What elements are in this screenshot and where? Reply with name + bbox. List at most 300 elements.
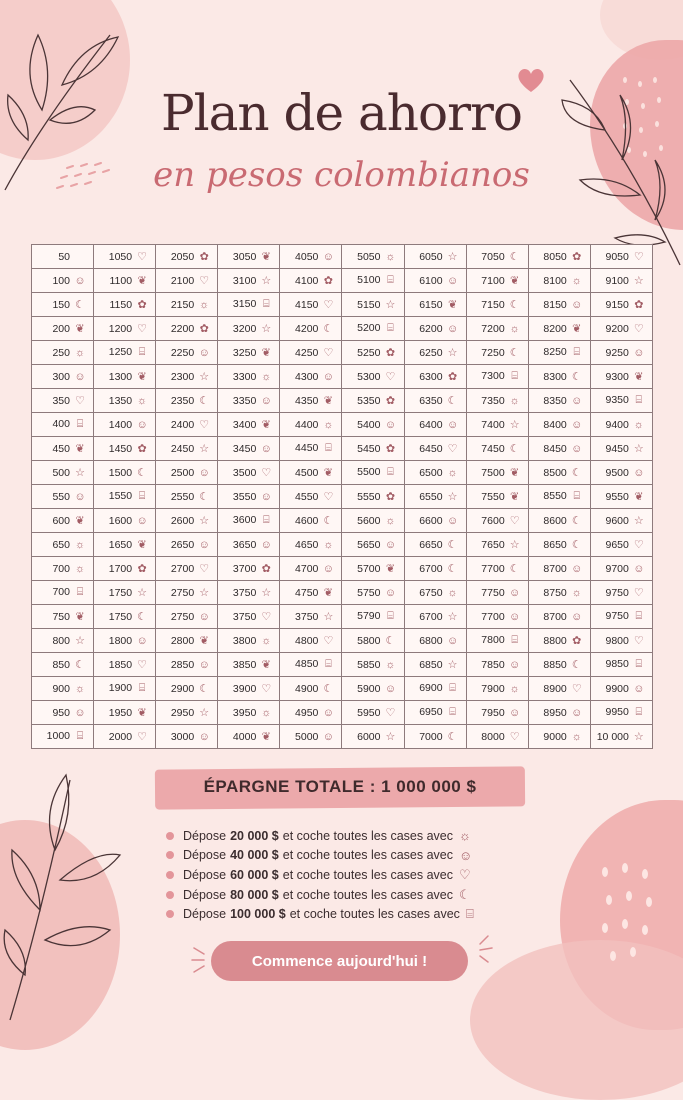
savings-cell[interactable] [94, 413, 156, 437]
savings-cell[interactable] [32, 701, 94, 725]
savings-cell[interactable] [218, 725, 280, 749]
savings-cell[interactable] [156, 293, 218, 317]
savings-cell[interactable] [404, 389, 466, 413]
cell-amount: 8700 [543, 562, 567, 575]
savings-cell[interactable] [590, 341, 652, 365]
savings-cell[interactable] [280, 413, 342, 437]
smile-icon: ☺ [322, 370, 334, 383]
leaf-icon: ❦ [447, 299, 458, 311]
cell-amount: 1350 [108, 394, 133, 407]
savings-cell[interactable] [32, 269, 94, 293]
savings-cell[interactable] [528, 629, 590, 653]
savings-cell[interactable] [590, 413, 652, 437]
savings-cell[interactable] [94, 629, 156, 653]
savings-cell[interactable] [156, 653, 218, 677]
savings-cell[interactable] [404, 509, 466, 533]
savings-cell[interactable] [528, 317, 590, 341]
savings-cell[interactable] [528, 485, 590, 509]
savings-cell[interactable] [342, 269, 404, 293]
savings-cell[interactable] [590, 389, 652, 413]
savings-cell[interactable] [94, 557, 156, 581]
savings-cell[interactable] [32, 293, 94, 317]
savings-cell[interactable] [528, 365, 590, 389]
savings-cell[interactable] [466, 413, 528, 437]
savings-cell[interactable] [218, 341, 280, 365]
savings-cell[interactable] [590, 653, 652, 677]
savings-cell[interactable] [218, 533, 280, 557]
cell-amount: 6600 [419, 514, 443, 527]
savings-cell[interactable] [342, 557, 404, 581]
savings-cell[interactable] [218, 701, 280, 725]
savings-cell[interactable] [404, 557, 466, 581]
savings-cell[interactable] [466, 725, 528, 749]
start-today-button[interactable]: Commence aujourd'hui ! [211, 941, 468, 981]
savings-cell[interactable] [342, 437, 404, 461]
savings-cell[interactable] [590, 533, 652, 557]
heart-icon: ♡ [509, 515, 520, 527]
savings-cell[interactable] [218, 437, 280, 461]
cell-amount: 6550 [419, 491, 443, 503]
savings-cell[interactable] [466, 509, 528, 533]
savings-cell[interactable] [156, 701, 218, 725]
cell-amount: 9850 [605, 658, 629, 670]
moon-icon: ☾ [509, 443, 520, 455]
smile-icon: ☺ [633, 562, 645, 575]
savings-cell[interactable] [342, 629, 404, 653]
savings-cell[interactable] [590, 365, 652, 389]
grid-row [32, 629, 653, 653]
savings-cell[interactable] [528, 725, 590, 749]
savings-cell[interactable] [32, 461, 94, 485]
savings-cell[interactable] [342, 461, 404, 485]
savings-cell[interactable] [280, 509, 342, 533]
savings-cell[interactable] [528, 701, 590, 725]
cell-amount: 8300 [543, 371, 567, 383]
savings-cell[interactable] [404, 365, 466, 389]
savings-cell[interactable] [590, 725, 652, 749]
gift-icon: ⌸ [573, 490, 581, 502]
savings-cell[interactable] [32, 653, 94, 677]
savings-cell[interactable] [32, 485, 94, 509]
savings-cell[interactable] [590, 509, 652, 533]
cell-amount: 3400 [232, 419, 257, 431]
savings-cell[interactable] [404, 245, 466, 269]
sun-icon: ☼ [447, 586, 458, 599]
savings-cell[interactable] [280, 245, 342, 269]
savings-cell[interactable] [280, 533, 342, 557]
savings-cell[interactable] [466, 701, 528, 725]
savings-cell[interactable] [528, 581, 590, 605]
savings-cell[interactable] [156, 317, 218, 341]
savings-cell[interactable] [404, 293, 466, 317]
savings-cell[interactable] [280, 389, 342, 413]
savings-cell[interactable] [94, 653, 156, 677]
savings-cell[interactable] [590, 629, 652, 653]
star-icon: ☆ [261, 587, 272, 599]
savings-cell[interactable] [404, 725, 466, 749]
savings-cell[interactable] [342, 245, 404, 269]
savings-cell[interactable] [404, 485, 466, 509]
cell-amount: 5150 [357, 299, 381, 311]
savings-cell[interactable] [32, 341, 94, 365]
savings-cell[interactable] [156, 389, 218, 413]
gift-icon: ⌸ [325, 658, 332, 670]
cell-amount: 4100 [295, 275, 319, 287]
savings-cell[interactable] [32, 245, 94, 269]
savings-cell[interactable] [280, 725, 342, 749]
savings-cell[interactable] [466, 293, 528, 317]
savings-cell[interactable] [590, 557, 652, 581]
cell-amount: 7100 [481, 275, 505, 287]
cell-amount: 8800 [543, 635, 567, 647]
cell-amount: 4800 [295, 635, 319, 647]
savings-cell[interactable] [94, 245, 156, 269]
star-icon: ☆ [199, 443, 210, 455]
savings-cell[interactable] [466, 245, 528, 269]
gift-icon: ⌸ [387, 466, 394, 478]
savings-cell[interactable] [466, 389, 528, 413]
savings-cell[interactable] [94, 437, 156, 461]
savings-cell[interactable] [342, 509, 404, 533]
savings-cell[interactable] [218, 629, 280, 653]
cell-amount: 1100 [109, 275, 133, 287]
savings-cell[interactable] [156, 269, 218, 293]
savings-cell[interactable] [32, 605, 94, 629]
smile-icon: ☺ [136, 634, 148, 647]
savings-cell[interactable] [280, 677, 342, 701]
savings-cell[interactable] [404, 317, 466, 341]
savings-cell[interactable] [280, 317, 342, 341]
savings-cell[interactable] [342, 701, 404, 725]
savings-cell[interactable] [218, 581, 280, 605]
savings-cell[interactable] [342, 653, 404, 677]
savings-cell[interactable] [94, 389, 156, 413]
savings-cell[interactable] [528, 341, 590, 365]
savings-cell[interactable] [218, 293, 280, 317]
heart-icon: ♡ [261, 683, 272, 695]
savings-cell[interactable] [342, 725, 404, 749]
savings-cell[interactable] [404, 629, 466, 653]
cell-amount: 7400 [481, 419, 505, 431]
cell-amount: 4550 [295, 491, 319, 503]
rule-text: et coche toutes les cases avec [282, 848, 453, 863]
savings-cell[interactable] [156, 365, 218, 389]
savings-cell[interactable] [342, 293, 404, 317]
cell-amount: 4750 [295, 587, 319, 599]
savings-cell[interactable] [218, 509, 280, 533]
smile-icon: ☺ [74, 370, 86, 383]
savings-cell[interactable] [156, 557, 218, 581]
savings-cell[interactable] [32, 389, 94, 413]
sun-icon: ☼ [261, 706, 272, 719]
moon-icon: ☾ [323, 515, 334, 527]
savings-cell[interactable] [590, 605, 652, 629]
grid-row [32, 293, 653, 317]
cell-amount: 5950 [357, 707, 381, 719]
savings-cell[interactable] [218, 605, 280, 629]
star-icon: ☆ [447, 611, 458, 623]
savings-cell[interactable] [528, 269, 590, 293]
cell-amount: 6450 [419, 443, 443, 455]
savings-cell[interactable] [280, 365, 342, 389]
savings-cell[interactable] [280, 485, 342, 509]
savings-cell[interactable] [466, 533, 528, 557]
rule-item [166, 904, 566, 924]
savings-cell[interactable] [32, 533, 94, 557]
savings-cell[interactable] [32, 557, 94, 581]
savings-cell[interactable] [466, 437, 528, 461]
savings-cell[interactable] [280, 341, 342, 365]
savings-cell[interactable] [280, 461, 342, 485]
cell-amount: 8700 [543, 610, 567, 623]
grid-row [32, 605, 653, 629]
savings-cell[interactable] [218, 389, 280, 413]
savings-cell[interactable] [156, 509, 218, 533]
savings-cell[interactable] [342, 605, 404, 629]
savings-cell[interactable] [528, 677, 590, 701]
savings-cell[interactable] [218, 365, 280, 389]
savings-cell[interactable] [32, 437, 94, 461]
savings-cell[interactable] [342, 533, 404, 557]
savings-cell[interactable] [528, 413, 590, 437]
savings-cell[interactable] [528, 653, 590, 677]
leaf-icon: ❦ [137, 707, 147, 719]
savings-cell[interactable] [590, 293, 652, 317]
savings-cell[interactable] [94, 581, 156, 605]
cell-amount: 5200 [357, 322, 381, 334]
rule-item [166, 885, 566, 905]
grid-row [32, 461, 653, 485]
savings-cell[interactable] [32, 509, 94, 533]
cell-amount: 6200 [419, 322, 443, 335]
savings-cell[interactable] [156, 605, 218, 629]
savings-cell[interactable] [466, 317, 528, 341]
savings-cell[interactable] [280, 557, 342, 581]
savings-cell[interactable] [280, 653, 342, 677]
savings-cell[interactable] [94, 485, 156, 509]
savings-cell[interactable] [94, 509, 156, 533]
savings-cell[interactable] [156, 461, 218, 485]
savings-cell[interactable] [32, 581, 94, 605]
savings-cell[interactable] [404, 269, 466, 293]
gift-icon: ⌸ [635, 394, 643, 406]
savings-cell[interactable] [590, 437, 652, 461]
smile-icon: ☺ [198, 610, 210, 623]
savings-cell[interactable] [156, 581, 218, 605]
savings-cell[interactable] [32, 725, 94, 749]
savings-cell[interactable] [466, 269, 528, 293]
gift-icon: ⌸ [387, 274, 394, 286]
savings-cell[interactable] [404, 581, 466, 605]
savings-cell[interactable] [590, 269, 652, 293]
savings-cell[interactable] [280, 605, 342, 629]
smile-icon: ☺ [509, 586, 521, 599]
savings-cell[interactable] [280, 293, 342, 317]
savings-cell[interactable] [528, 533, 590, 557]
cell-amount: 6250 [419, 347, 443, 359]
savings-cell[interactable] [404, 461, 466, 485]
savings-cell[interactable] [94, 701, 156, 725]
savings-cell[interactable] [466, 485, 528, 509]
cell-amount: 7900 [481, 682, 505, 695]
savings-cell[interactable] [218, 245, 280, 269]
savings-cell[interactable] [590, 245, 652, 269]
savings-cell[interactable] [218, 461, 280, 485]
savings-cell[interactable] [528, 293, 590, 317]
savings-cell[interactable] [156, 677, 218, 701]
savings-cell[interactable] [342, 677, 404, 701]
savings-cell[interactable] [156, 533, 218, 557]
flower-icon: ✿ [137, 563, 147, 575]
moon-icon: ☾ [571, 371, 582, 383]
smile-icon: ☺ [198, 538, 210, 551]
savings-cell[interactable] [528, 245, 590, 269]
smile-icon: ☺ [322, 730, 334, 743]
savings-cell[interactable] [404, 605, 466, 629]
sun-icon: ☼ [385, 658, 396, 671]
savings-cell[interactable] [590, 485, 652, 509]
savings-cell[interactable] [94, 341, 156, 365]
savings-cell[interactable] [280, 701, 342, 725]
savings-cell[interactable] [156, 413, 218, 437]
cell-amount: 8650 [543, 539, 567, 551]
savings-cell[interactable] [404, 533, 466, 557]
savings-cell[interactable] [94, 365, 156, 389]
savings-cell[interactable] [404, 677, 466, 701]
savings-cell[interactable] [218, 653, 280, 677]
cell-amount: 6800 [419, 634, 443, 647]
savings-cell[interactable] [32, 413, 94, 437]
leaf-icon: ❦ [510, 275, 520, 287]
cell-amount: 3750 [232, 587, 257, 599]
cell-amount: 500 [52, 467, 70, 479]
smile-icon: ☺ [198, 346, 210, 359]
savings-cell[interactable] [342, 365, 404, 389]
moon-icon: ☾ [447, 563, 458, 575]
leaf-icon: ❦ [137, 539, 147, 551]
savings-cell[interactable] [218, 557, 280, 581]
savings-cell[interactable] [528, 605, 590, 629]
savings-cell[interactable] [280, 437, 342, 461]
savings-cell[interactable] [156, 629, 218, 653]
savings-cell[interactable] [342, 413, 404, 437]
savings-cell[interactable] [590, 461, 652, 485]
savings-cell[interactable] [404, 701, 466, 725]
savings-cell[interactable] [404, 437, 466, 461]
cell-amount: 7950 [481, 706, 505, 719]
savings-cell[interactable] [466, 581, 528, 605]
cell-amount: 150 [52, 299, 70, 311]
savings-cell[interactable] [404, 413, 466, 437]
leaf-icon: ❦ [137, 371, 147, 383]
sun-icon: ☼ [74, 538, 86, 551]
savings-cell[interactable] [590, 701, 652, 725]
savings-cell[interactable] [342, 341, 404, 365]
savings-cell[interactable] [466, 461, 528, 485]
savings-cell[interactable] [342, 581, 404, 605]
savings-cell[interactable] [218, 485, 280, 509]
cell-amount: 7700 [481, 610, 505, 623]
savings-cell[interactable] [94, 605, 156, 629]
savings-cell[interactable] [466, 365, 528, 389]
savings-cell[interactable] [528, 461, 590, 485]
heart-icon: ♡ [137, 323, 148, 335]
flower-icon: ✿ [634, 299, 644, 311]
savings-cell[interactable] [156, 245, 218, 269]
flower-icon: ✿ [385, 443, 396, 455]
savings-cell[interactable] [404, 341, 466, 365]
savings-cell[interactable] [32, 677, 94, 701]
savings-cell[interactable] [94, 293, 156, 317]
savings-cell[interactable] [32, 629, 94, 653]
savings-cell[interactable] [218, 677, 280, 701]
savings-cell[interactable] [280, 629, 342, 653]
savings-cell[interactable] [528, 437, 590, 461]
savings-cell[interactable] [32, 365, 94, 389]
savings-cell[interactable] [528, 389, 590, 413]
savings-cell[interactable] [280, 581, 342, 605]
savings-cell[interactable] [466, 677, 528, 701]
savings-cell[interactable] [218, 317, 280, 341]
savings-cell[interactable] [94, 677, 156, 701]
savings-cell[interactable] [94, 533, 156, 557]
savings-cell[interactable] [404, 653, 466, 677]
savings-cell[interactable] [466, 653, 528, 677]
savings-cell[interactable] [218, 269, 280, 293]
savings-cell[interactable] [466, 557, 528, 581]
savings-cell[interactable] [280, 269, 342, 293]
cell-amount: 6050 [419, 251, 443, 263]
savings-cell[interactable] [218, 413, 280, 437]
sun-icon: ☼ [323, 538, 334, 551]
page-subtitle: en pesos colombianos [153, 155, 530, 195]
savings-cell[interactable] [466, 605, 528, 629]
rule-prefix: Dépose [183, 828, 227, 843]
cell-amount: 6500 [419, 466, 443, 479]
star-icon: ☆ [447, 491, 458, 503]
savings-cell[interactable] [342, 389, 404, 413]
cell-amount: 2250 [170, 346, 195, 359]
heart-icon: ♡ [633, 323, 644, 335]
savings-cell[interactable] [528, 509, 590, 533]
savings-cell[interactable] [94, 461, 156, 485]
savings-cell[interactable] [466, 629, 528, 653]
savings-cell[interactable] [156, 341, 218, 365]
savings-cell[interactable] [94, 725, 156, 749]
savings-cell[interactable] [590, 677, 652, 701]
savings-cell[interactable] [590, 581, 652, 605]
cell-amount: 5800 [357, 635, 381, 647]
savings-cell[interactable] [156, 437, 218, 461]
star-icon: ☆ [509, 419, 520, 431]
cell-amount: 3000 [170, 730, 195, 743]
savings-cell[interactable] [156, 485, 218, 509]
savings-cell[interactable] [156, 725, 218, 749]
cell-amount: 2650 [170, 538, 195, 551]
savings-cell[interactable] [342, 317, 404, 341]
gift-icon: ⌸ [635, 658, 643, 670]
savings-cell[interactable] [32, 317, 94, 341]
smile-icon: ☺ [198, 466, 210, 479]
savings-cell[interactable] [94, 317, 156, 341]
cell-amount: 8150 [543, 298, 567, 311]
savings-cell[interactable] [342, 485, 404, 509]
savings-cell[interactable] [94, 269, 156, 293]
savings-cell[interactable] [466, 341, 528, 365]
savings-cell[interactable] [590, 317, 652, 341]
savings-cell[interactable] [528, 557, 590, 581]
grid-row [32, 389, 653, 413]
